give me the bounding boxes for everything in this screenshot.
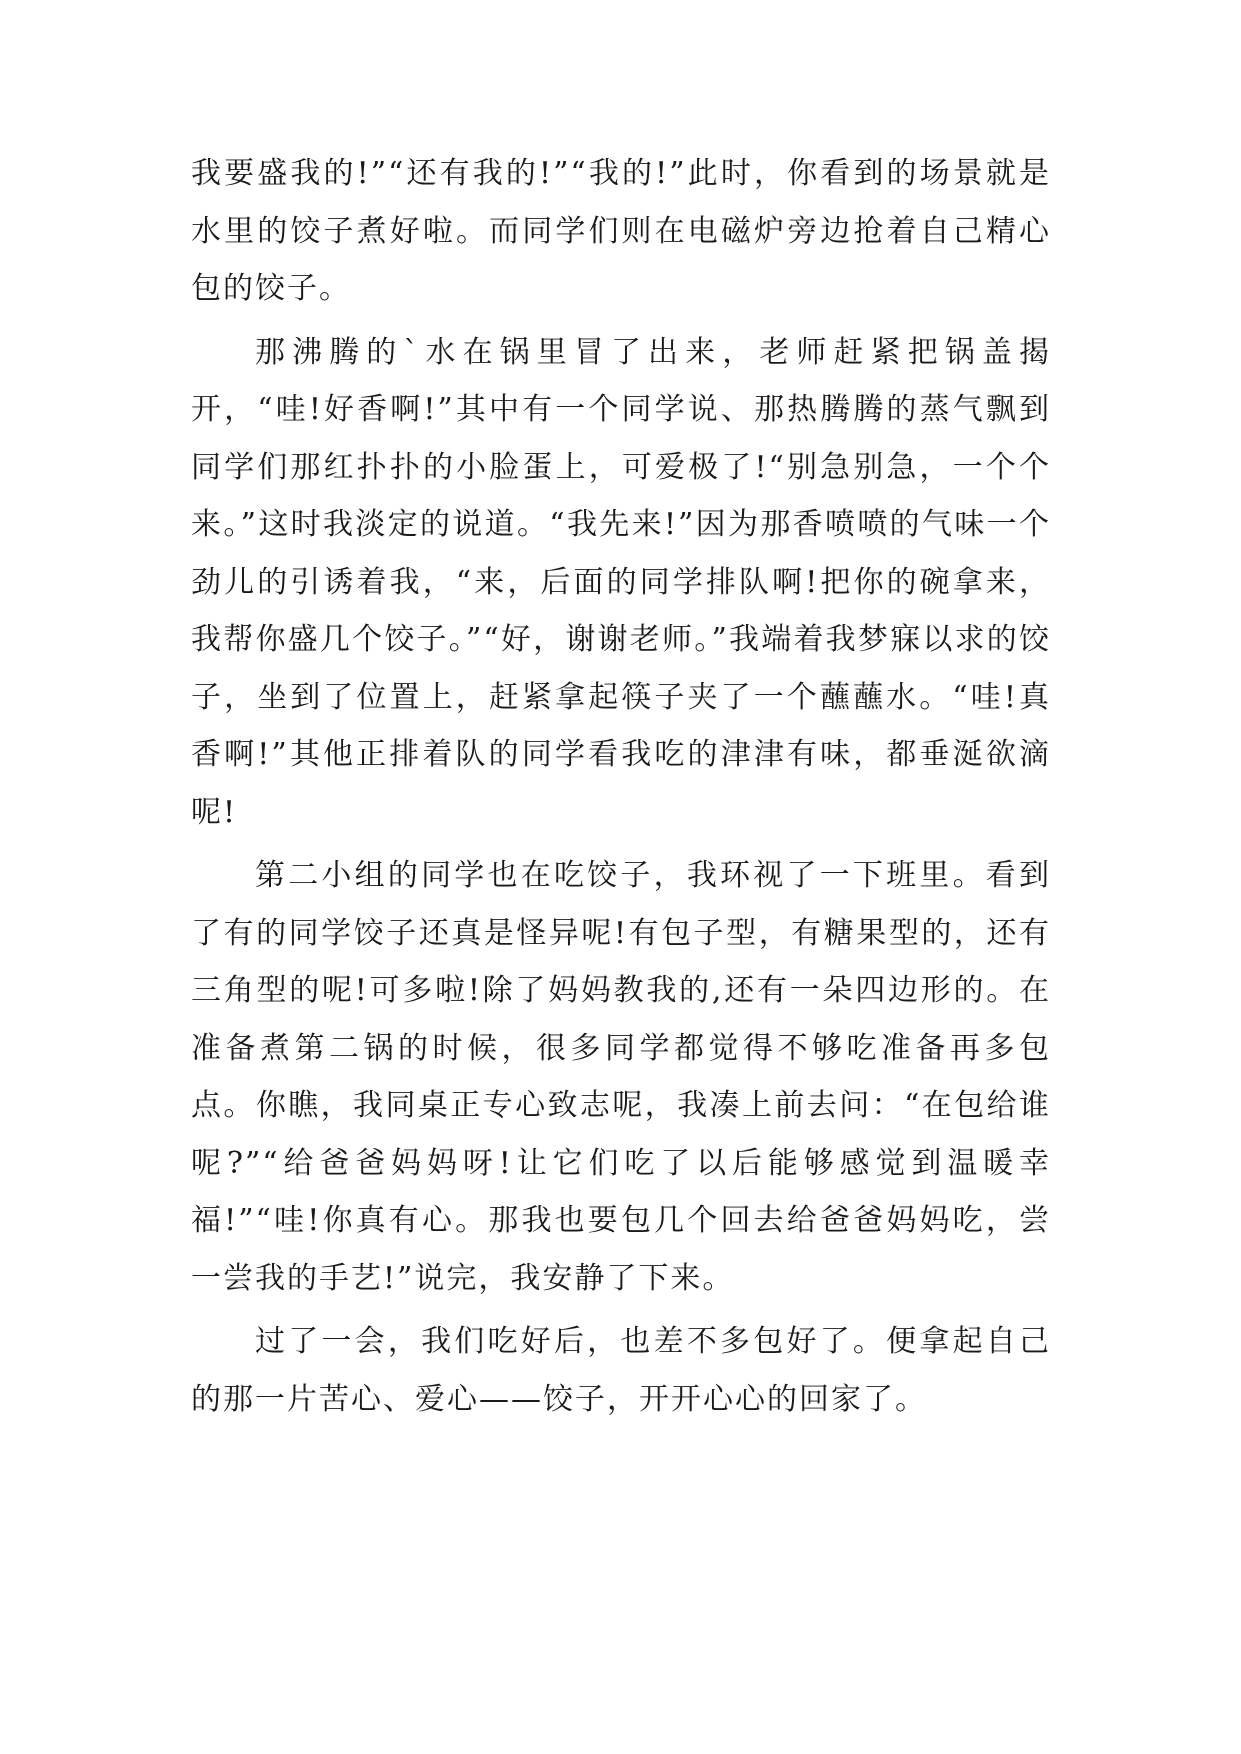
paragraph-boiling-water: 那沸腾的`水在锅里冒了出来，老师赶紧把锅盖揭开，“哇!好香啊!”其中有一个同学说、那热腾腾的蒸气飘到同学们那红扑扑的小脸蛋上，可爱极了!“别急别急，一个个来。”这时我淡定的说道。“我先来!”因为那香喷喷的气味一个劲儿的引诱着我，“来，后面的同学排队啊!把你的碗拿来，我帮你盛几个饺子。”“好，谢谢老师。”我端着我梦寐以求的饺子，坐到了位置上，赶紧拿起筷子夹了一个蘸蘸水。“哇!真香啊!”其他正排着队的同学看我吃的津津有味，都垂涎欲滴呢! bbox=[191, 334, 1051, 830]
paragraph-second-group: 第二小组的同学也在吃饺子，我环视了一下班里。看到了有的同学饺子还真是怪异呢!有包子型，有糖果型的，还有三角型的呢!可多啦!除了妈妈教我的,还有一朵四边形的。在准备煮第二锅的时候，很多同学都觉得不够吃准备再多包点。你瞧，我同桌正专心致志呢，我凑上前去问：“在包给谁呢?”“给爸爸妈妈呀!让它们吃了以后能够感觉到温暖幸福!”“哇!你真有心。那我也要包几个回去给爸爸妈妈吃，尝一尝我的手艺!”说完，我安静了下来。 bbox=[191, 858, 1051, 1296]
paragraph-continuation: 我要盛我的!”“还有我的!”“我的!”此时，你看到的场景就是水里的饺子煮好啦。而同学们则在电磁炉旁边抢着自己精心包的饺子。 bbox=[191, 156, 1051, 306]
paragraph-going-home: 过了一会，我们吃好后，也差不多包好了。便拿起自己的那一片苦心、爱心——饺子，开开心心的回家了。 bbox=[191, 1324, 1051, 1417]
document-body bbox=[191, 145, 1051, 1428]
